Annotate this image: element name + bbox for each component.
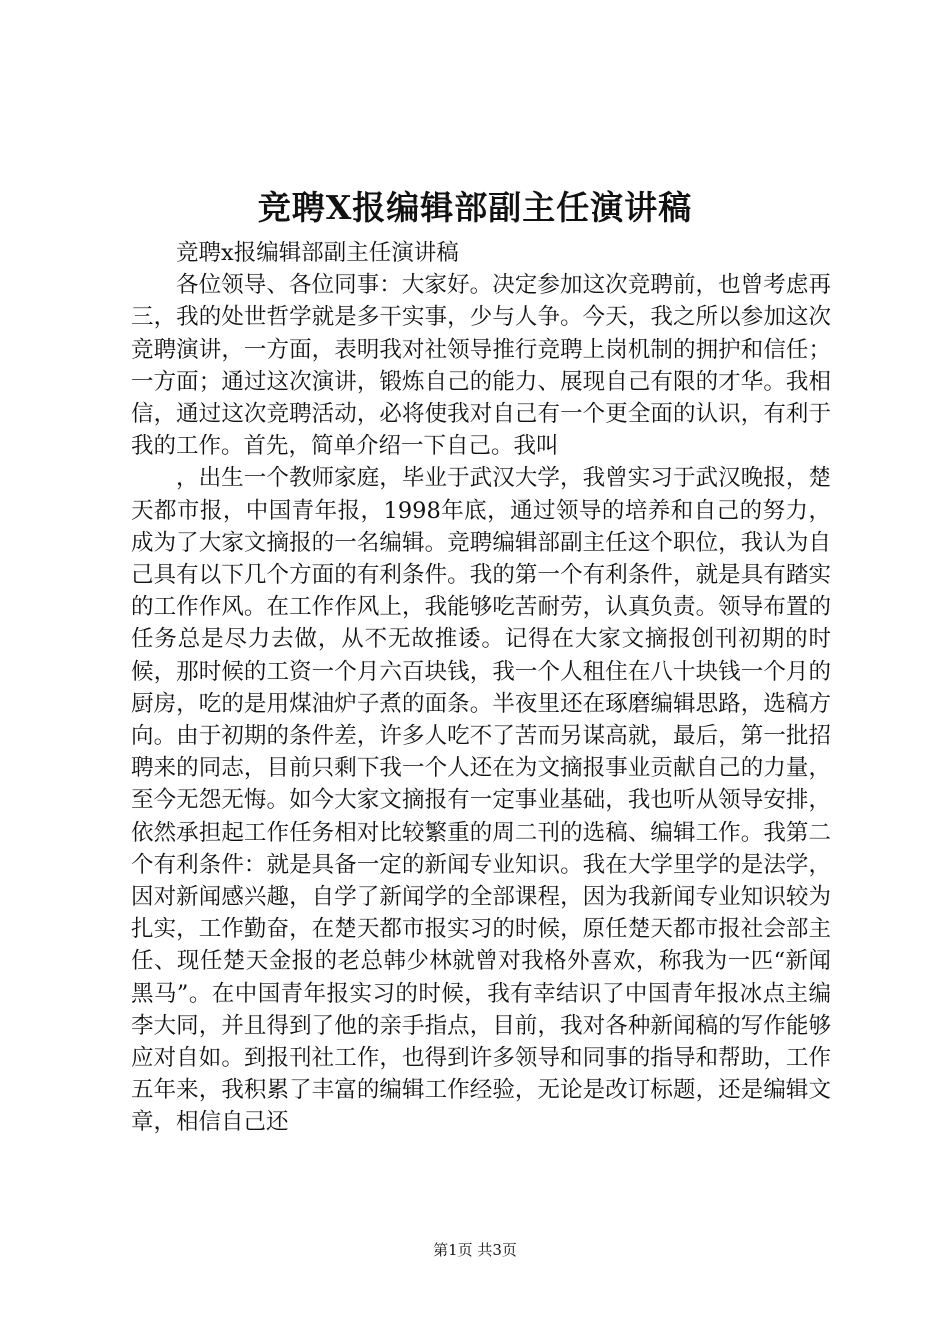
subtitle-line: 竞聘x报编辑部副主任演讲稿 (176, 240, 459, 266)
page-number-footer: 第1页 共3页 (433, 1241, 517, 1259)
document-body (131, 237, 831, 1139)
paragraph: ，出生一个教师家庭，毕业于武汉大学，我曾实习于武汉晚报，楚天都市报，中国青年报，1998年底，通过领导的培养和自己的努力，成为了大家文摘报的一名编辑。竞聘编辑部副主任这个职位，我认为自己具有以下几个方面的有利条件。我的第一个有利条件，就是具有踏实的工作作风。在工作作风上，我能够吃苦耐劳，认真负责。领导布置的任务总是尽力去做，从不无故推诿。记得在大家文摘报创刊初期的时候，那时候的工资一个月六百块钱，我一个人租住在八十块钱一个月的厨房，吃的是用煤油炉子煮的面条。半夜里还在琢磨编辑思路，选稿方向。由于初期的条件差，许多人吃不了苦而另谋高就，最后，第一批招聘来的同志，目前只剩下我一个人还在为文摘报事业贡献自己的力量，至今无怨无悔。如今大家文摘报有一定事业基础，我也听从领导安排，依然承担起工作任务相对比较繁重的周二刊的选稿、编辑工作。我第二个有利条件：就是具备一定的新闻专业知识。我在大学里学的是法学，因对新闻感兴趣，自学了新闻学的全部课程，因为我新闻专业知识较为扎实，工作勤奋，在楚天都市报实习的时候，原任楚天都市报社会部主任、现任楚天金报的老总韩少林就曾对我格外喜欢，称我为一匹“新闻黑马”。在中国青年报实习的时候，我有幸结识了中国青年报冰点主编李大同，并且得到了他的亲手指点，目前，我对各种新闻稿的写作能够应对自如。到报刊社工作，也得到许多领导和同事的指导和帮助，工作五年来，我积累了丰富的编辑工作经验，无论是改订标题，还是编辑文章，相信自己还 (131, 465, 831, 1136)
document-title: 竞聘X报编辑部副主任演讲稿 (257, 188, 693, 227)
paragraph: 各位领导、各位同事：大家好。决定参加这次竞聘前，也曾考虑再三，我的处世哲学就是多干实事，少与人争。今天，我之所以参加这次竞聘演讲，一方面，表明我对社领导推行竞聘上岗机制的拥护和信任；一方面；通过这次演讲，锻炼自己的能力、展现自己有限的才华。我相信，通过这次竞聘活动，必将使我对自己有一个更全面的认识，有利于我的工作。首先，简单介绍一下自己。我叫 (131, 272, 831, 460)
